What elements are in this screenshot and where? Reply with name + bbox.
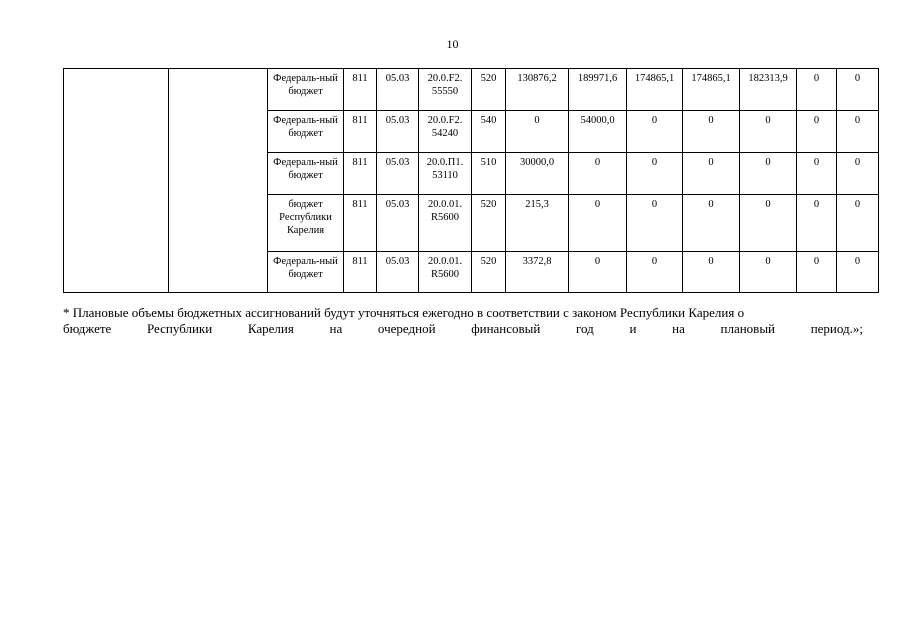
source-cell: Федераль-ный бюджет <box>268 69 344 111</box>
value-cell: 0 <box>627 252 683 293</box>
csr-cell: 20.0.01. R5600 <box>419 195 472 252</box>
value-cell: 0 <box>569 153 627 195</box>
merged-empty-cell <box>64 69 169 293</box>
value-cell: 0 <box>837 69 879 111</box>
value-cell: 0 <box>837 153 879 195</box>
source-cell: Федераль-ный бюджет <box>268 153 344 195</box>
value-cell: 0 <box>797 195 837 252</box>
value-cell: 189971,6 <box>569 69 627 111</box>
footnote-line-2 <box>63 321 863 337</box>
csr-cell: 20.0.01. R5600 <box>419 252 472 293</box>
footnote-word: и <box>629 321 637 336</box>
value-cell: 0 <box>627 111 683 153</box>
value-cell: 0 <box>797 69 837 111</box>
value-cell: 0 <box>740 153 797 195</box>
footnote <box>63 305 863 337</box>
source-cell: бюджет Республики Карелия <box>268 195 344 252</box>
value-cell: 54000,0 <box>569 111 627 153</box>
vr-cell: 510 <box>472 153 506 195</box>
value-cell: 0 <box>627 153 683 195</box>
source-cell: Федераль-ный бюджет <box>268 111 344 153</box>
footnote-word: очередной <box>377 321 436 336</box>
vr-cell: 520 <box>472 195 506 252</box>
csr-cell: 20.0.F2. 55550 <box>419 69 472 111</box>
table-row <box>64 69 879 111</box>
footnote-word: Республики <box>146 321 213 336</box>
value-cell: 182313,9 <box>740 69 797 111</box>
footnote-line-1: * Плановые объемы бюджетных ассигнований будут уточняться ежегодно в соответствии с законом Республики Карелия о <box>63 305 745 320</box>
value-cell: 0 <box>683 252 740 293</box>
vr-cell: 540 <box>472 111 506 153</box>
value-cell: 3372,8 <box>506 252 569 293</box>
value-cell: 0 <box>797 153 837 195</box>
footnote-word: финансовый <box>471 321 541 336</box>
grbs-cell: 811 <box>344 111 377 153</box>
value-cell: 0 <box>837 252 879 293</box>
value-cell: 30000,0 <box>506 153 569 195</box>
grbs-cell: 811 <box>344 252 377 293</box>
grbs-cell: 811 <box>344 69 377 111</box>
value-cell: 0 <box>740 252 797 293</box>
rzpr-cell: 05.03 <box>377 111 419 153</box>
value-cell: 0 <box>837 111 879 153</box>
rzpr-cell: 05.03 <box>377 69 419 111</box>
footnote-word: плановый <box>720 321 776 336</box>
csr-cell: 20.0.П1. 53110 <box>419 153 472 195</box>
rzpr-cell: 05.03 <box>377 252 419 293</box>
rzpr-cell: 05.03 <box>377 195 419 252</box>
value-cell: 0 <box>797 252 837 293</box>
value-cell: 0 <box>569 252 627 293</box>
merged-empty-cell <box>169 69 268 293</box>
value-cell: 174865,1 <box>683 69 740 111</box>
value-cell: 0 <box>740 111 797 153</box>
value-cell: 0 <box>569 195 627 252</box>
footnote-word: год <box>576 321 594 336</box>
csr-cell: 20.0.F2. 54240 <box>419 111 472 153</box>
value-cell: 0 <box>506 111 569 153</box>
value-cell: 130876,2 <box>506 69 569 111</box>
value-cell: 0 <box>740 195 797 252</box>
value-cell: 0 <box>683 195 740 252</box>
vr-cell: 520 <box>472 69 506 111</box>
footnote-word: на <box>672 321 685 336</box>
footnote-word: Карелия <box>247 321 294 336</box>
grbs-cell: 811 <box>344 153 377 195</box>
value-cell: 0 <box>837 195 879 252</box>
budget-table <box>63 68 879 293</box>
grbs-cell: 811 <box>344 195 377 252</box>
footnote-word: на <box>329 321 343 336</box>
value-cell: 0 <box>797 111 837 153</box>
footnote-word: период.»; <box>810 321 863 336</box>
value-cell: 0 <box>683 153 740 195</box>
rzpr-cell: 05.03 <box>377 153 419 195</box>
value-cell: 0 <box>627 195 683 252</box>
footnote-word: бюджете <box>63 321 112 336</box>
value-cell: 174865,1 <box>627 69 683 111</box>
value-cell: 215,3 <box>506 195 569 252</box>
vr-cell: 520 <box>472 252 506 293</box>
source-cell: Федераль-ный бюджет <box>268 252 344 293</box>
page-number: 10 <box>446 37 459 51</box>
value-cell: 0 <box>683 111 740 153</box>
